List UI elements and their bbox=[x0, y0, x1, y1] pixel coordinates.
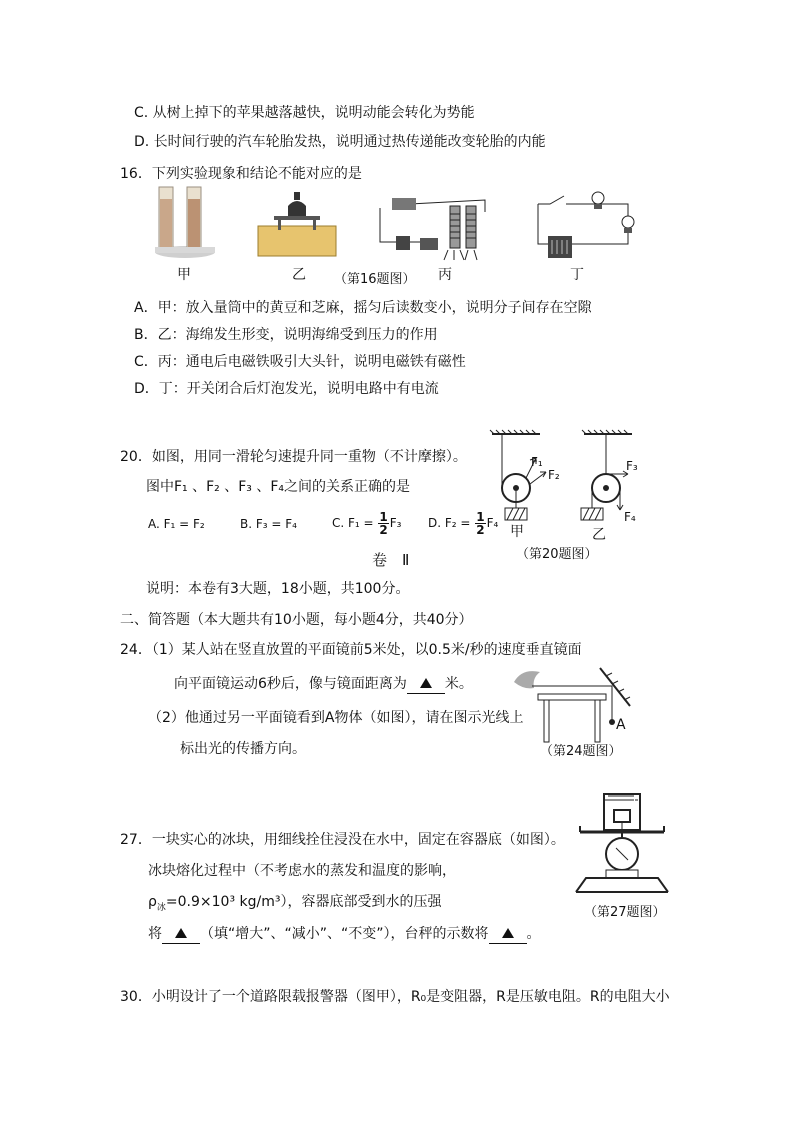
q16-label-yi: 乙 bbox=[292, 267, 306, 283]
q30-stem: 30．小明设计了一个道路限载报警器（图甲），R₀是变阻器，R是压敏电阻。R的电阻大小 bbox=[120, 989, 670, 1005]
q27-stem: 27．一块实心的冰块，用细线拴住浸没在水中，固定在容器底（如图）。 bbox=[120, 832, 565, 848]
q16-option-d: D．丁：开关闭合后灯泡发光，说明电路中有电流 bbox=[134, 381, 439, 397]
q20-label-f4: F₄ bbox=[624, 510, 636, 524]
q20-stem: 20．如图，用同一滑轮匀速提升同一重物（不计摩擦）。 bbox=[120, 449, 467, 465]
q24-figure-caption: （第24题图） bbox=[540, 744, 622, 759]
fraction-denominator: 2 bbox=[476, 523, 485, 537]
q16-figure-caption: （第16题图） bbox=[334, 272, 416, 287]
q27-line2: 冰块熔化过程中（不考虑水的蒸发和温度的影响， bbox=[148, 863, 456, 879]
q16-label-jia: 甲 bbox=[177, 267, 191, 283]
q27-line4-prefix: 将 bbox=[148, 926, 162, 942]
q20-option-c bbox=[332, 506, 402, 540]
q20-figure-caption: （第20题图） bbox=[516, 547, 598, 562]
q16-figure-ding bbox=[530, 184, 640, 270]
q20-label-f1: F₁ bbox=[531, 455, 543, 469]
q27-line3 bbox=[148, 893, 441, 917]
q16-label-bing: 丙 bbox=[438, 267, 452, 283]
q20-label-f2: F₂ bbox=[548, 468, 560, 482]
rho-symbol: ρ bbox=[148, 894, 157, 910]
triangle-icon bbox=[175, 928, 187, 938]
q24-part2-line2: 标出光的传播方向。 bbox=[180, 741, 306, 757]
fraction-numerator: 1 bbox=[476, 510, 485, 524]
q24-part2: （2）他通过另一平面镜看到A物体（如图），请在图示光线上 bbox=[148, 710, 524, 726]
section-heading: 二、简答题（本大题共有10小题，每小题4分，共40分） bbox=[120, 612, 473, 628]
q27-line4 bbox=[148, 925, 541, 944]
q16-label-ding: 丁 bbox=[570, 267, 584, 283]
q20-label-yi: 乙 bbox=[592, 527, 606, 543]
q27-figure-caption: （第27题图） bbox=[584, 905, 666, 920]
q15-option-c: C. 从树上掉下的苹果越落越快，说明动能会转化为势能 bbox=[134, 105, 475, 121]
q15-option-d: D. 长时间行驶的汽车轮胎发热，说明通过热传递能改变轮胎的内能 bbox=[134, 134, 546, 150]
q16-option-a: A．甲：放入量筒中的黄豆和芝麻，摇匀后读数变小，说明分子间存在空隙 bbox=[134, 300, 592, 316]
answer-blank[interactable] bbox=[489, 925, 527, 944]
answer-blank[interactable] bbox=[162, 925, 200, 944]
q20-line2: 图中F₁ 、F₂ 、F₃ 、F₄之间的关系正确的是 bbox=[146, 479, 411, 495]
q24-part1-line2 bbox=[174, 675, 473, 694]
triangle-icon bbox=[502, 928, 514, 938]
triangle-icon bbox=[420, 678, 432, 688]
part2-note: 说明：本卷有3大题，18小题，共100分。 bbox=[146, 581, 410, 597]
q27-line4-middle: （填“增大”、“减小”、“不变”），台秤的示数将 bbox=[200, 926, 489, 942]
q20-label-f3: F₃ bbox=[626, 459, 638, 473]
fraction-denominator: 2 bbox=[379, 523, 388, 537]
q24-part1-suffix: 米。 bbox=[444, 676, 473, 692]
q27-line3-rest: =0.9×10³ kg/m³），容器底部受到水的压强 bbox=[165, 894, 442, 910]
answer-blank[interactable] bbox=[407, 675, 445, 694]
q16-option-b: B．乙：海绵发生形变，说明海绵受到压力的作用 bbox=[134, 327, 438, 343]
rho-subscript: 冰 bbox=[156, 902, 166, 913]
q20-option-c-fraction bbox=[378, 511, 388, 536]
q20-option-a: A. F₁ = F₂ bbox=[148, 517, 205, 531]
q24-label-a: A bbox=[616, 717, 626, 733]
q16-figure-yi bbox=[258, 188, 338, 258]
q24-part1-prefix: 向平面镜运动6秒后，像与镜面距离为 bbox=[174, 676, 407, 692]
q16-option-c: C．丙：通电后电磁铁吸引大头针，说明电磁铁有磁性 bbox=[134, 354, 466, 370]
q20-option-c-suffix: F₃ bbox=[389, 516, 402, 530]
q20-option-b: B. F₃ = F₄ bbox=[240, 517, 297, 531]
q27-line4-suffix: 。 bbox=[526, 926, 541, 942]
q20-option-d-prefix: D. F₂ = bbox=[428, 516, 471, 530]
q20-label-jia: 甲 bbox=[510, 524, 524, 540]
q16-figure-jia bbox=[150, 185, 220, 265]
q16-figure-bing bbox=[370, 192, 490, 264]
part2-title: 卷 Ⅱ bbox=[372, 551, 410, 569]
q20-option-c-prefix: C. F₁ = bbox=[332, 516, 374, 530]
q24-figure bbox=[510, 666, 640, 746]
fraction-numerator: 1 bbox=[379, 510, 388, 524]
q20-option-d-fraction bbox=[475, 511, 485, 536]
q24-part1: 24．（1）某人站在竖直放置的平面镜前5米处，以0.5米/秒的速度垂直镜面 bbox=[120, 642, 582, 658]
q16-stem: 16．下列实验现象和结论不能对应的是 bbox=[120, 166, 362, 182]
q20-option-d-suffix: F₄ bbox=[486, 516, 499, 530]
q27-figure bbox=[572, 788, 672, 900]
